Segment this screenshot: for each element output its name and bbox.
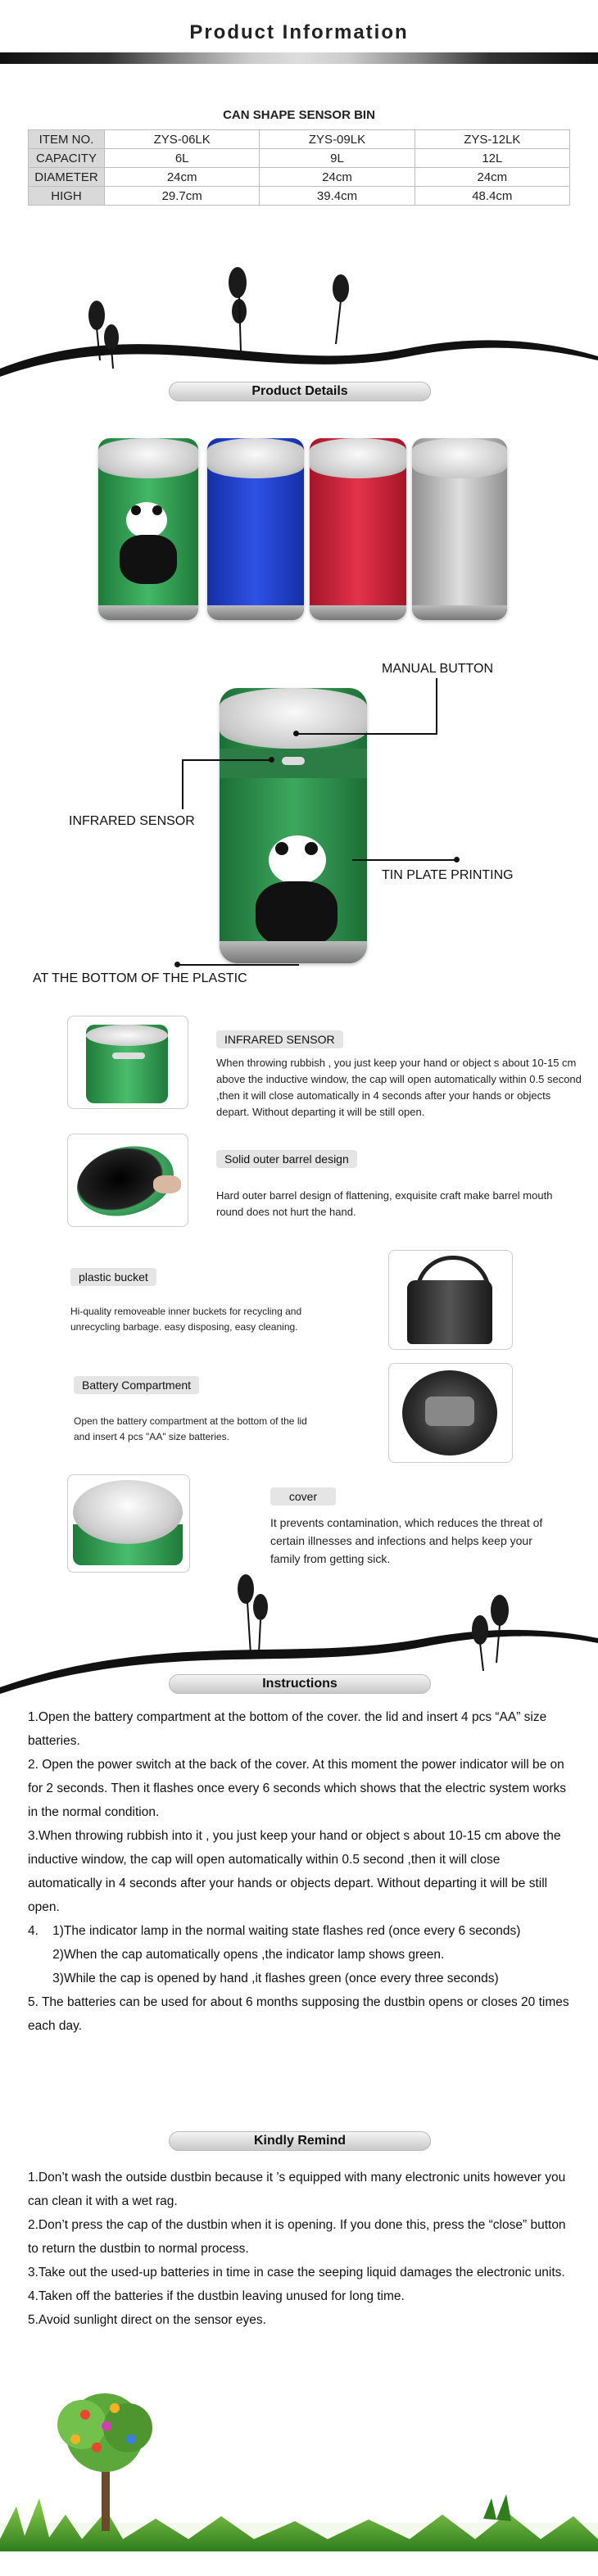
instructions-title: Instructions: [169, 1674, 431, 1694]
instruction-line: 5. The batteries can be used for about 6 months supposing the dustbin opens or closes 20 times each day.: [28, 1995, 569, 2033]
spec-cell: 24cm: [415, 168, 569, 187]
callout-dot: [174, 962, 180, 967]
spec-cell: 48.4cm: [415, 187, 569, 206]
infrared-text: When throwing rubbish , you just keep your hand or object s about 10-15 cm above the inductive window, the cap will open automatically within 0.5 second ,then it will close automatically in 4 seconds after your hands or objects depart. Without departing it will be still open.: [216, 1057, 582, 1118]
bucket-text: Hi-quality removeable inner buckets for recycling and unrecycling barbage. easy disposing, easy cleaning.: [70, 1306, 302, 1333]
table-row: [29, 187, 570, 206]
remind-title: Kindly Remind: [169, 2131, 431, 2151]
instructions-body: [28, 1705, 572, 2038]
table-row: [29, 130, 570, 149]
leaf-swoosh-decoration: [0, 254, 598, 377]
bottom-plastic-label: AT THE BOTTOM OF THE PLASTIC: [33, 971, 247, 985]
instruction-line: 4. 1)The indicator lamp in the normal waiting state flashes red (once every 6 seconds): [28, 1924, 521, 1938]
spec-cell: ITEM NO.: [29, 130, 105, 149]
infrared-tag: INFRARED SENSOR: [216, 1030, 343, 1048]
barrel-text: Hard outer barrel design of flattening, exquisite craft make barrel mouth round does not hurt the hand.: [216, 1189, 553, 1218]
spec-cell: 39.4cm: [260, 187, 415, 206]
large-green-can-image: [220, 688, 367, 963]
remind-line: 2.Don’t press the cap of the dustbin when it is opening. If you done this, press the “close” button to return the dustbin to normal process.: [28, 2218, 566, 2256]
callout-dot: [454, 857, 460, 862]
spec-cell: 6L: [105, 149, 260, 168]
infrared-thumb-image: [67, 1016, 188, 1109]
cover-text: It prevents contamination, which reduces the threat of certain illnesses and infections and helps keep your family from getting sick.: [270, 1516, 543, 1565]
spec-cell: 12L: [415, 149, 569, 168]
manual-button-label: MANUAL BUTTON: [382, 662, 494, 676]
red-can-image: [310, 438, 406, 620]
infrared-sensor-label: INFRARED SENSOR: [69, 814, 195, 828]
details-title: Product Details: [169, 382, 431, 401]
instruction-line: 3)While the cap is opened by hand ,it flashes green (once every three seconds): [28, 1972, 499, 1985]
barrel-thumb-image: [67, 1134, 188, 1227]
cover-tag: cover: [270, 1487, 336, 1505]
spec-cell: 9L: [260, 149, 415, 168]
callout-dot: [269, 757, 274, 763]
spec-cell: ZYS-12LK: [415, 130, 569, 149]
spec-cell: DIAMETER: [29, 168, 105, 187]
battery-thumb-image: [388, 1363, 513, 1463]
table-row: [29, 168, 570, 187]
infrared-callout-line: [182, 759, 272, 761]
instruction-line: 3.When throwing rubbish into it , you just keep your hand or object s about 10-15 cm above the inductive window, the cap will open automatically within 0.5 second ,then it will close automatically in 4 seconds after your hands or objects depart. Without departing it will be still open.: [28, 1829, 561, 1914]
spec-cell: HIGH: [29, 187, 105, 206]
bucket-thumb-image: [388, 1250, 513, 1350]
instruction-line: 1.Open the battery compartment at the bottom of the cover. the lid and insert 4 pcs “AA” size batteries.: [28, 1710, 547, 1748]
blue-can-image: [207, 438, 304, 620]
manual-callout-line: [297, 733, 437, 735]
spec-title: CAN SHAPE SENSOR BIN: [223, 108, 375, 122]
remind-line: 5.Avoid sunlight direct on the sensor eyes.: [28, 2313, 266, 2327]
remind-body: [28, 2166, 572, 2332]
spec-cell: 24cm: [105, 168, 260, 187]
spec-cell: ZYS-06LK: [105, 130, 260, 149]
table-row: [29, 149, 570, 168]
spec-cell: CAPACITY: [29, 149, 105, 168]
barrel-tag: Solid outer barrel design: [216, 1150, 357, 1168]
silver-can-image: [412, 438, 507, 620]
tin-callout-line: [352, 859, 455, 861]
remind-line: 4.Taken off the batteries if the dustbin leaving unused for long time.: [28, 2289, 405, 2303]
grass-tree-footer-image: [0, 2375, 598, 2576]
remind-line: 1.Don’t wash the outside dustbin because it ’s equipped with many electronic units however you can clean it with a wet rag.: [28, 2171, 566, 2208]
instruction-line: 2. Open the power switch at the back of the cover. At this moment the power indicator will be on for 2 seconds. Then it flashes once every 6 seconds which shows that the electric system works in the normal condition.: [28, 1758, 567, 1819]
callout-dot: [293, 731, 299, 736]
bottom-callout-line: [176, 964, 299, 966]
page-title: Product Information: [189, 21, 409, 43]
battery-tag: Battery Compartment: [74, 1376, 199, 1394]
instruction-line: 2)When the cap automatically opens ,the indicator lamp shows green.: [28, 1948, 445, 1962]
spec-cell: ZYS-09LK: [260, 130, 415, 149]
manual-callout-line: [436, 678, 437, 734]
header-brush-divider: [0, 52, 598, 64]
infrared-callout-line: [182, 760, 183, 809]
bucket-tag: plastic bucket: [70, 1268, 156, 1286]
spec-table: [28, 129, 570, 206]
spec-cell: 29.7cm: [105, 187, 260, 206]
green-can-image: [98, 438, 198, 620]
tin-plate-label: TIN PLATE PRINTING: [382, 868, 514, 882]
spec-cell: 24cm: [260, 168, 415, 187]
battery-text: Open the battery compartment at the bottom of the lid and insert 4 pcs "AA" size batteries.: [74, 1415, 307, 1442]
remind-line: 3.Take out the used-up batteries in time in case the seeping liquid damages the electronic units.: [28, 2266, 565, 2279]
